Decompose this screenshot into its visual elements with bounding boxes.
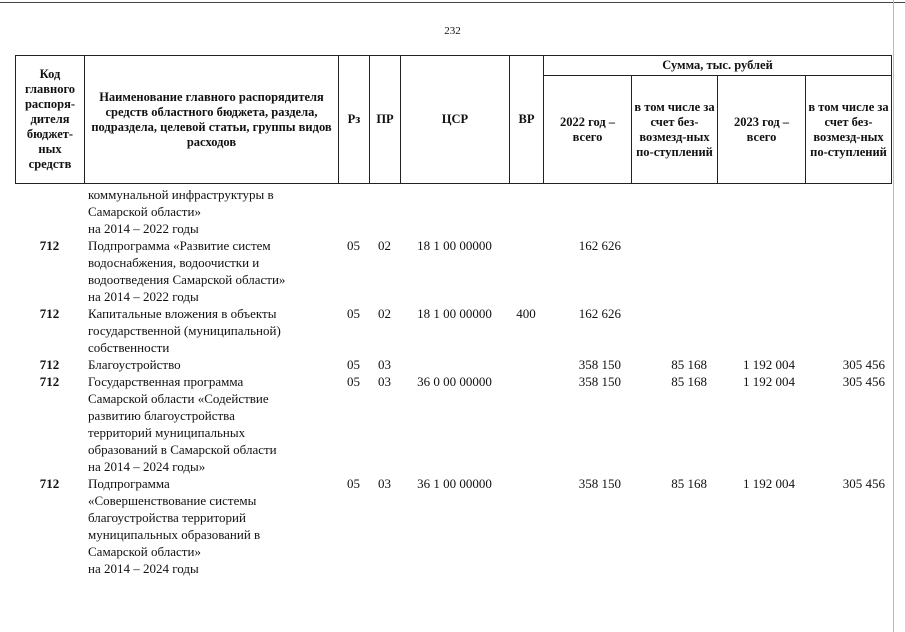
row-csr: 18 1 00 00000 bbox=[417, 306, 492, 321]
row-grants-2023 bbox=[805, 186, 891, 237]
row-pr bbox=[369, 186, 400, 237]
header-2022-grants: в том числе за счет без-возмезд-ных по-ступлений bbox=[632, 76, 718, 184]
row-rz: 05 bbox=[347, 238, 360, 253]
row-grants-2023: 305 456 bbox=[842, 476, 885, 491]
header-2023-total: 2023 год – всего bbox=[718, 76, 806, 184]
row-value-2023 bbox=[717, 237, 805, 305]
row-csr bbox=[400, 186, 509, 237]
budget-table-body bbox=[15, 186, 891, 577]
table-row bbox=[15, 475, 891, 577]
table-row bbox=[15, 237, 891, 305]
header-csr: ЦСР bbox=[401, 56, 510, 184]
row-vr bbox=[509, 237, 543, 305]
row-name: Государственная программа Самарской области «Содействие развитию благоустройства территорий муниципальных образований в Самарской области на 2014 – 2024 годы» bbox=[88, 374, 277, 474]
row-name: Капитальные вложения в объекты государственной (муниципальной) собственности bbox=[88, 306, 281, 355]
row-name: Подпрограмма «Развитие систем водоснабжения, водоочистки и водоотведения Самарской области» на 2014 – 2022 годы bbox=[88, 238, 286, 304]
row-value-2022: 358 150 bbox=[578, 476, 621, 491]
row-csr bbox=[400, 356, 509, 373]
page-number: 232 bbox=[444, 25, 461, 37]
row-rz: 05 bbox=[347, 357, 360, 372]
row-pr: 03 bbox=[378, 357, 391, 372]
row-value-2022: 358 150 bbox=[578, 374, 621, 389]
scan-edge-line bbox=[0, 2, 905, 3]
row-value-2022: 358 150 bbox=[578, 357, 621, 372]
row-grants-2022: 85 168 bbox=[671, 374, 707, 389]
table-header bbox=[15, 55, 892, 184]
row-code: 712 bbox=[39, 238, 60, 253]
header-name: Наименование главного распорядителя средств областного бюджета, раздела, подраздела, целевой статьи, группы видов расходов bbox=[85, 56, 339, 184]
row-pr: 03 bbox=[378, 476, 391, 491]
row-value-2023: 1 192 004 bbox=[743, 357, 795, 372]
row-vr bbox=[509, 475, 543, 577]
row-rz: 05 bbox=[347, 476, 360, 491]
table-row bbox=[15, 356, 891, 373]
header-code: Код главного распоря-дителя бюджет-ных средств bbox=[16, 56, 85, 184]
row-code: 712 bbox=[39, 306, 60, 321]
row-value-2022 bbox=[543, 186, 631, 237]
row-grants-2022: 85 168 bbox=[671, 476, 707, 491]
row-grants-2023 bbox=[805, 237, 891, 305]
row-csr: 36 1 00 00000 bbox=[417, 476, 492, 491]
row-value-2023 bbox=[717, 305, 805, 356]
row-csr: 36 0 00 00000 bbox=[417, 374, 492, 389]
row-grants-2023: 305 456 bbox=[842, 357, 885, 372]
row-value-2023: 1 192 004 bbox=[743, 374, 795, 389]
row-grants-2022 bbox=[631, 305, 717, 356]
header-rz: Рз bbox=[339, 56, 370, 184]
row-vr bbox=[509, 373, 543, 475]
table-row bbox=[15, 373, 891, 475]
header-2023-grants: в том числе за счет без-возмезд-ных по-ступлений bbox=[806, 76, 892, 184]
header-sum: Сумма, тыс. рублей bbox=[544, 56, 892, 76]
row-grants-2022 bbox=[631, 186, 717, 237]
row-pr: 03 bbox=[378, 374, 391, 389]
row-vr: 400 bbox=[516, 306, 536, 321]
header-2022-total: 2022 год – всего bbox=[544, 76, 632, 184]
row-code bbox=[15, 186, 84, 237]
row-grants-2022 bbox=[631, 237, 717, 305]
row-grants-2023: 305 456 bbox=[842, 374, 885, 389]
table-row bbox=[15, 305, 891, 356]
row-value-2023 bbox=[717, 186, 805, 237]
row-vr bbox=[509, 356, 543, 373]
row-name: коммунальной инфраструктуры в Самарской области» на 2014 – 2022 годы bbox=[88, 187, 274, 236]
row-name: Благоустройство bbox=[88, 357, 181, 372]
table-row bbox=[15, 186, 891, 237]
row-code: 712 bbox=[39, 374, 60, 389]
row-pr: 02 bbox=[378, 306, 391, 321]
row-value-2023: 1 192 004 bbox=[743, 476, 795, 491]
row-grants-2022: 85 168 bbox=[671, 357, 707, 372]
header-vr: ВР bbox=[510, 56, 544, 184]
row-code: 712 bbox=[39, 476, 60, 491]
row-vr bbox=[509, 186, 543, 237]
row-rz: 05 bbox=[347, 306, 360, 321]
row-rz: 05 bbox=[347, 374, 360, 389]
row-value-2022: 162 626 bbox=[578, 306, 621, 321]
row-grants-2023 bbox=[805, 305, 891, 356]
row-rz bbox=[338, 186, 369, 237]
row-name: Подпрограмма «Совершенствование системы благоустройства территорий муниципальных образований в Самарской области» на 2014 – 2024 годы bbox=[88, 476, 261, 576]
header-pr: ПР bbox=[370, 56, 401, 184]
scan-margin-line bbox=[893, 0, 894, 632]
row-pr: 02 bbox=[378, 238, 391, 253]
row-csr: 18 1 00 00000 bbox=[417, 238, 492, 253]
row-code: 712 bbox=[39, 357, 60, 372]
row-value-2022: 162 626 bbox=[578, 238, 621, 253]
